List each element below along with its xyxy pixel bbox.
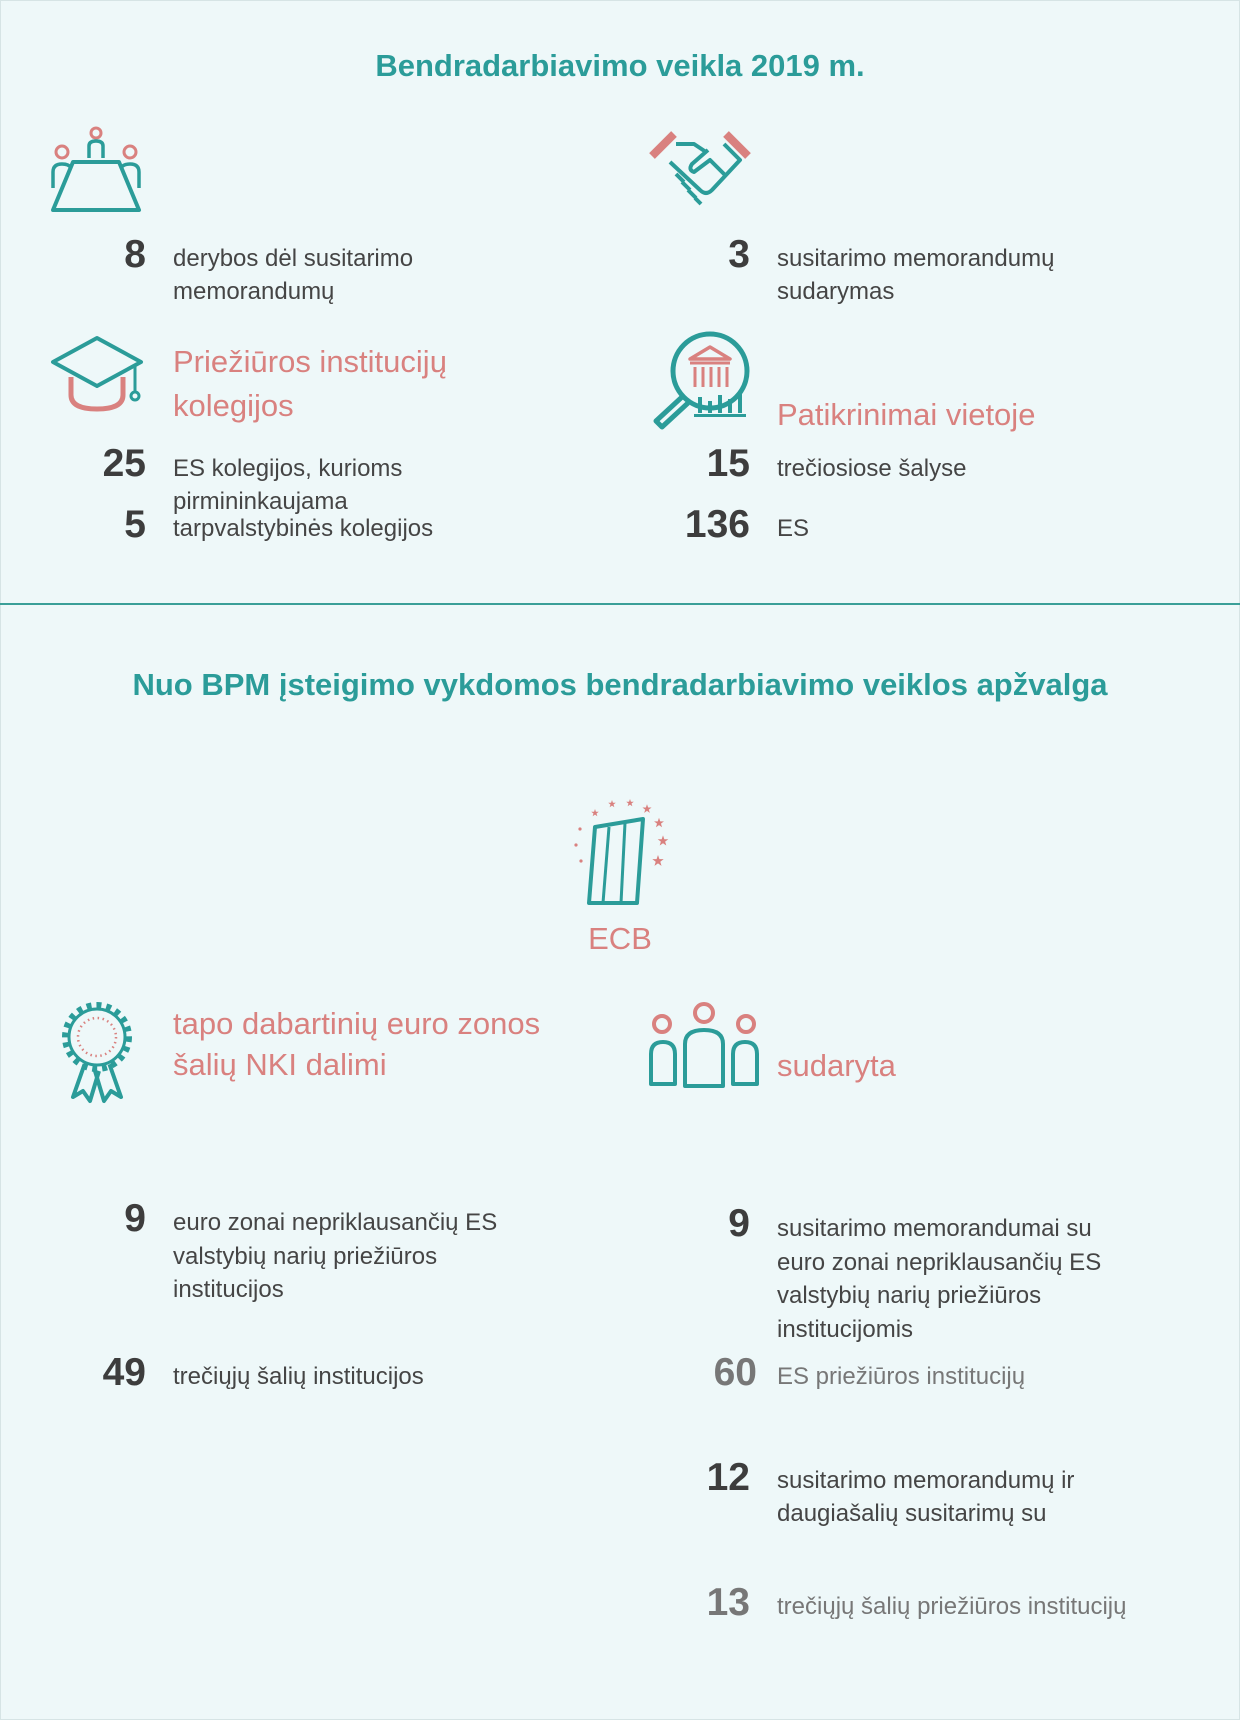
colleges-eu-count: 25 [102,442,146,485]
ncas-non-euro-label-line: euro zonai nepriklausančių ES [173,1209,498,1236]
concluded-eu-label [777,1360,1025,1393]
inspections-eu-label-line: ES [777,515,810,542]
ncas-non-euro-count: 9 [124,1197,146,1240]
ncas-heading [173,1003,540,1085]
concluded-third-country-label [777,1590,1126,1623]
concluded-heading-line: sudaryta [777,1048,896,1083]
ecb-tower-icon [571,799,669,907]
ncas-heading-line: tapo dabartinių euro zonos [173,1006,541,1041]
mou-concluded-count: 3 [728,233,750,276]
inspections-third-country-count: 15 [706,442,750,485]
section-2019-title: Bendradarbiavimo veikla 2019 m. [375,48,865,83]
mou-concluded-label [777,242,1054,308]
colleges-heading-line: Priežiūros institucijų [173,344,447,379]
concluded-non-euro-label [777,1212,1101,1347]
concluded-third-country-label-line: trečiųjų šalių priežiūros institucijų [777,1593,1127,1620]
meeting-table-icon [49,126,143,214]
negotiations-label-line: derybos dėl susitarimo [173,245,414,272]
concluded-non-euro-count: 9 [728,1202,750,1245]
concluded-non-euro-label-line: valstybių narių priežiūros [777,1282,1042,1310]
colleges-heading-line: kolegijos [173,388,294,423]
people-group-icon [648,1002,760,1088]
ecb-label: ECB [588,921,652,956]
concluded-non-euro-label-line: euro zonai nepriklausančių ES [777,1248,1102,1276]
rosette-icon [60,1001,134,1103]
section-overview-title: Nuo BPM įsteigimo vykdomos bendradarbiavimo veiklos apžvalga [132,667,1108,702]
concluded-non-euro-label-line: institucijomis [777,1316,914,1344]
colleges-cross-border-label-line: tarpvalstybinės kolegijos [173,515,434,542]
ncas-heading-line: šalių NKI dalimi [173,1047,387,1082]
negotiations-count: 8 [124,233,146,276]
ncas-non-euro-label-line: valstybių narių priežiūros [173,1242,438,1270]
ncas-third-country-count: 49 [102,1351,146,1394]
inspections-eu-label [777,512,809,545]
inspections-eu-count: 136 [684,503,750,546]
mou-concluded-label-line: sudarymas [777,278,895,305]
ncas-non-euro-label [173,1206,497,1307]
magnifier-building-icon [648,329,752,435]
inspections-third-country-label [777,452,966,485]
concluded-eu-count: 60 [713,1351,757,1394]
concluded-heading [777,1044,896,1088]
negotiations-label [173,242,413,308]
section-divider [0,603,1240,605]
colleges-cross-border-count: 5 [124,503,146,546]
ncas-third-country-label-line: trečiųjų šalių institucijos [173,1363,424,1390]
ncas-third-country-label [173,1360,424,1393]
concluded-third-country-count: 13 [706,1581,750,1624]
concluded-multilateral-label-line: daugiašalių susitarimų su [777,1500,1047,1527]
concluded-multilateral-count: 12 [706,1456,750,1499]
inspections-heading-line: Patikrinimai vietoje [777,397,1036,432]
negotiations-label-line: memorandumų [173,278,335,305]
concluded-multilateral-label-line: susitarimo memorandumų ir [777,1467,1075,1494]
graduation-cap-icon [49,335,145,423]
colleges-eu-label-line: ES kolegijos, kurioms [173,455,403,482]
colleges-cross-border-label [173,512,433,545]
colleges-heading [173,340,447,428]
ncas-non-euro-label-line: institucijos [173,1276,284,1303]
mou-concluded-label-line: susitarimo memorandumų [777,245,1055,272]
inspections-third-country-label-line: trečiosiose šalyse [777,455,967,482]
concluded-non-euro-label-line: susitarimo memorandumai su [777,1215,1092,1242]
colleges-eu-label-line: pirmininkaujama [173,488,348,515]
concluded-multilateral-label [777,1464,1074,1530]
concluded-eu-label-line: ES priežiūros institucijų [777,1363,1026,1390]
handshake-icon [648,130,752,210]
colleges-eu-label [173,452,402,518]
inspections-heading [777,393,1035,437]
